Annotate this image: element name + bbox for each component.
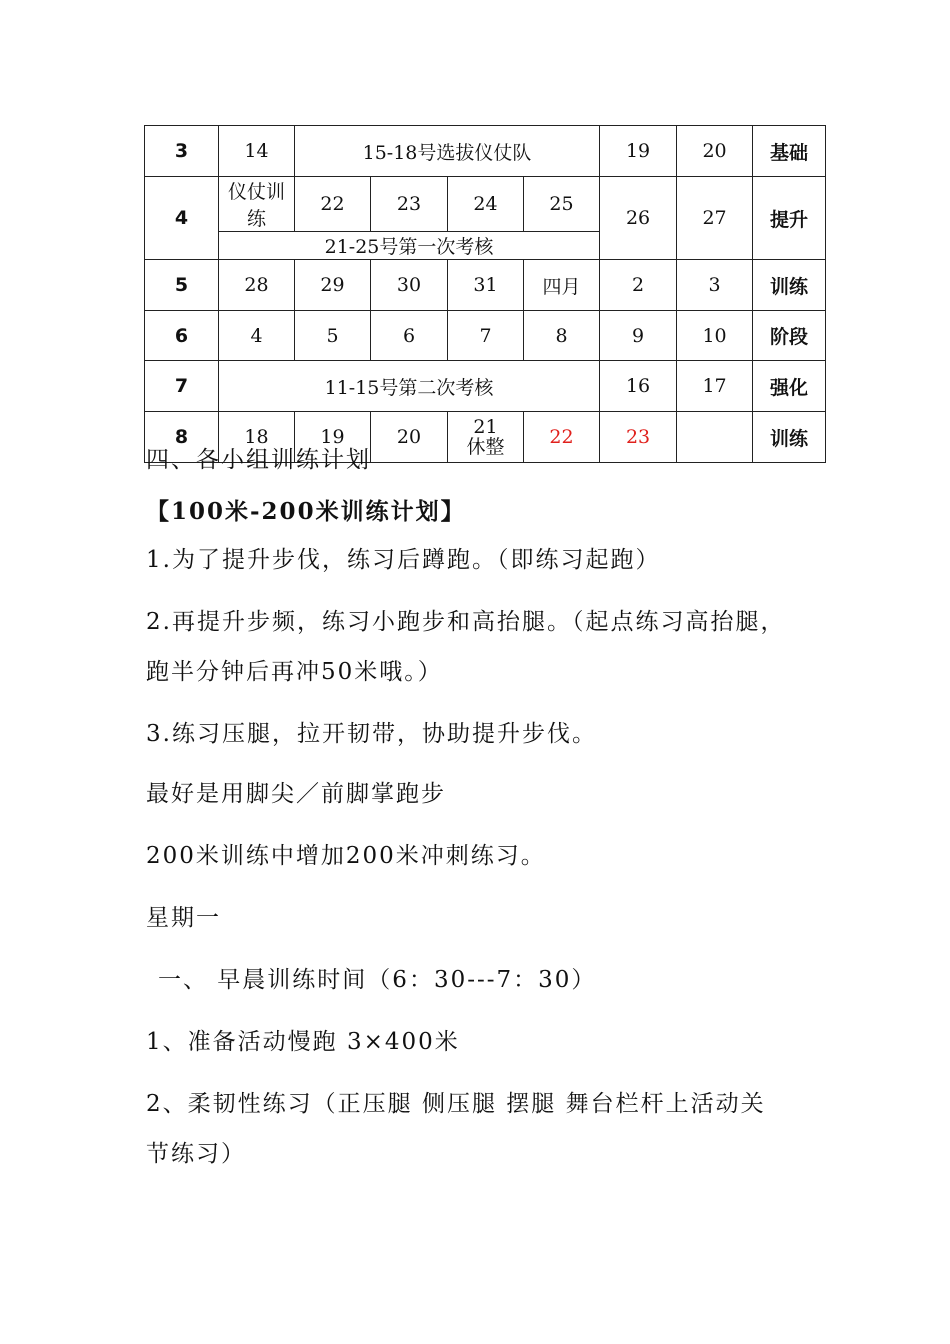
date-cell: 18: [219, 412, 295, 463]
table-row: [145, 361, 826, 412]
date-cell: 16: [600, 361, 677, 412]
rest-day-cell: [448, 412, 524, 463]
date-cell: 3: [677, 260, 753, 311]
week-number: 4: [145, 177, 219, 260]
phase-label: 提升: [753, 177, 826, 260]
date-cell: 8: [524, 311, 600, 361]
date-cell: 30: [371, 260, 448, 311]
date-cell: 14: [219, 126, 295, 177]
merged-event-cell: 21-25号第一次考核: [219, 232, 600, 260]
date-cell: 10: [677, 311, 753, 361]
date-cell: 4: [219, 311, 295, 361]
date-cell: 24: [448, 177, 524, 232]
training-schedule-table: [144, 125, 826, 463]
morning-item-2-continued: 节练习）: [146, 1141, 246, 1167]
morning-item-1: 1、准备活动慢跑 3×400米: [146, 1029, 460, 1055]
date-cell: 仪仗训练: [219, 177, 295, 232]
week-number: 5: [145, 260, 219, 311]
training-note: 200米训练中增加200米冲刺练习。: [146, 843, 546, 869]
morning-item-2: 2、柔韧性练习（正压腿 侧压腿 摆腿 舞台栏杆上活动关: [146, 1091, 766, 1117]
table-row: [145, 260, 826, 311]
week-number: 7: [145, 361, 219, 412]
table-row: [145, 311, 826, 361]
date-number: 21: [473, 416, 498, 438]
date-cell: 19: [295, 412, 371, 463]
merged-event-cell: 11-15号第二次考核: [219, 361, 600, 412]
date-cell: [677, 412, 753, 463]
phase-label: 训练: [753, 412, 826, 463]
date-cell: 28: [219, 260, 295, 311]
date-cell: 31: [448, 260, 524, 311]
date-cell: 5: [295, 311, 371, 361]
phase-label: 强化: [753, 361, 826, 412]
merged-event-cell: 15-18号选拔仪仗队: [295, 126, 600, 177]
plan-item-2-continued: 跑半分钟后再冲50米哦。）: [146, 659, 443, 685]
phase-label: 基础: [753, 126, 826, 177]
date-cell: 29: [295, 260, 371, 311]
week-number: 3: [145, 126, 219, 177]
section-heading: 四、各小组训练计划: [146, 447, 371, 473]
date-cell: 22: [295, 177, 371, 232]
plan-item-3: 3.练习压腿，拉开韧带，协助提升步伐。: [146, 721, 597, 747]
plan-item-1: 1.为了提升步伐，练习后蹲跑。（即练习起跑）: [146, 547, 661, 573]
morning-session-heading: 一、 早晨训练时间（6：30---7：30）: [158, 967, 597, 993]
date-cell: 7: [448, 311, 524, 361]
weekday-heading: 星期一: [146, 905, 221, 931]
plan-item-2: 2.再提升步频，练习小跑步和高抬腿。（起点练习高抬腿，: [146, 609, 786, 635]
date-cell: 6: [371, 311, 448, 361]
date-cell-highlight: 22: [524, 412, 600, 463]
plan-title: 【100米-200米训练计划】: [146, 498, 466, 525]
table-row: [145, 177, 826, 232]
date-cell: 20: [371, 412, 448, 463]
date-cell: 19: [600, 126, 677, 177]
phase-label: 阶段: [753, 311, 826, 361]
date-cell: 9: [600, 311, 677, 361]
week-number: 8: [145, 412, 219, 463]
table-row: [145, 126, 826, 177]
date-cell: 四月: [524, 260, 600, 311]
phase-label: 训练: [753, 260, 826, 311]
date-cell: 17: [677, 361, 753, 412]
rest-label: 休整: [466, 436, 505, 458]
date-cell: 23: [371, 177, 448, 232]
week-number: 6: [145, 311, 219, 361]
date-cell: 26: [600, 177, 677, 260]
date-cell-highlight: 23: [600, 412, 677, 463]
date-cell: 20: [677, 126, 753, 177]
date-cell: 2: [600, 260, 677, 311]
running-note: 最好是用脚尖／前脚掌跑步: [146, 781, 446, 807]
date-cell: 25: [524, 177, 600, 232]
date-cell: 27: [677, 177, 753, 260]
